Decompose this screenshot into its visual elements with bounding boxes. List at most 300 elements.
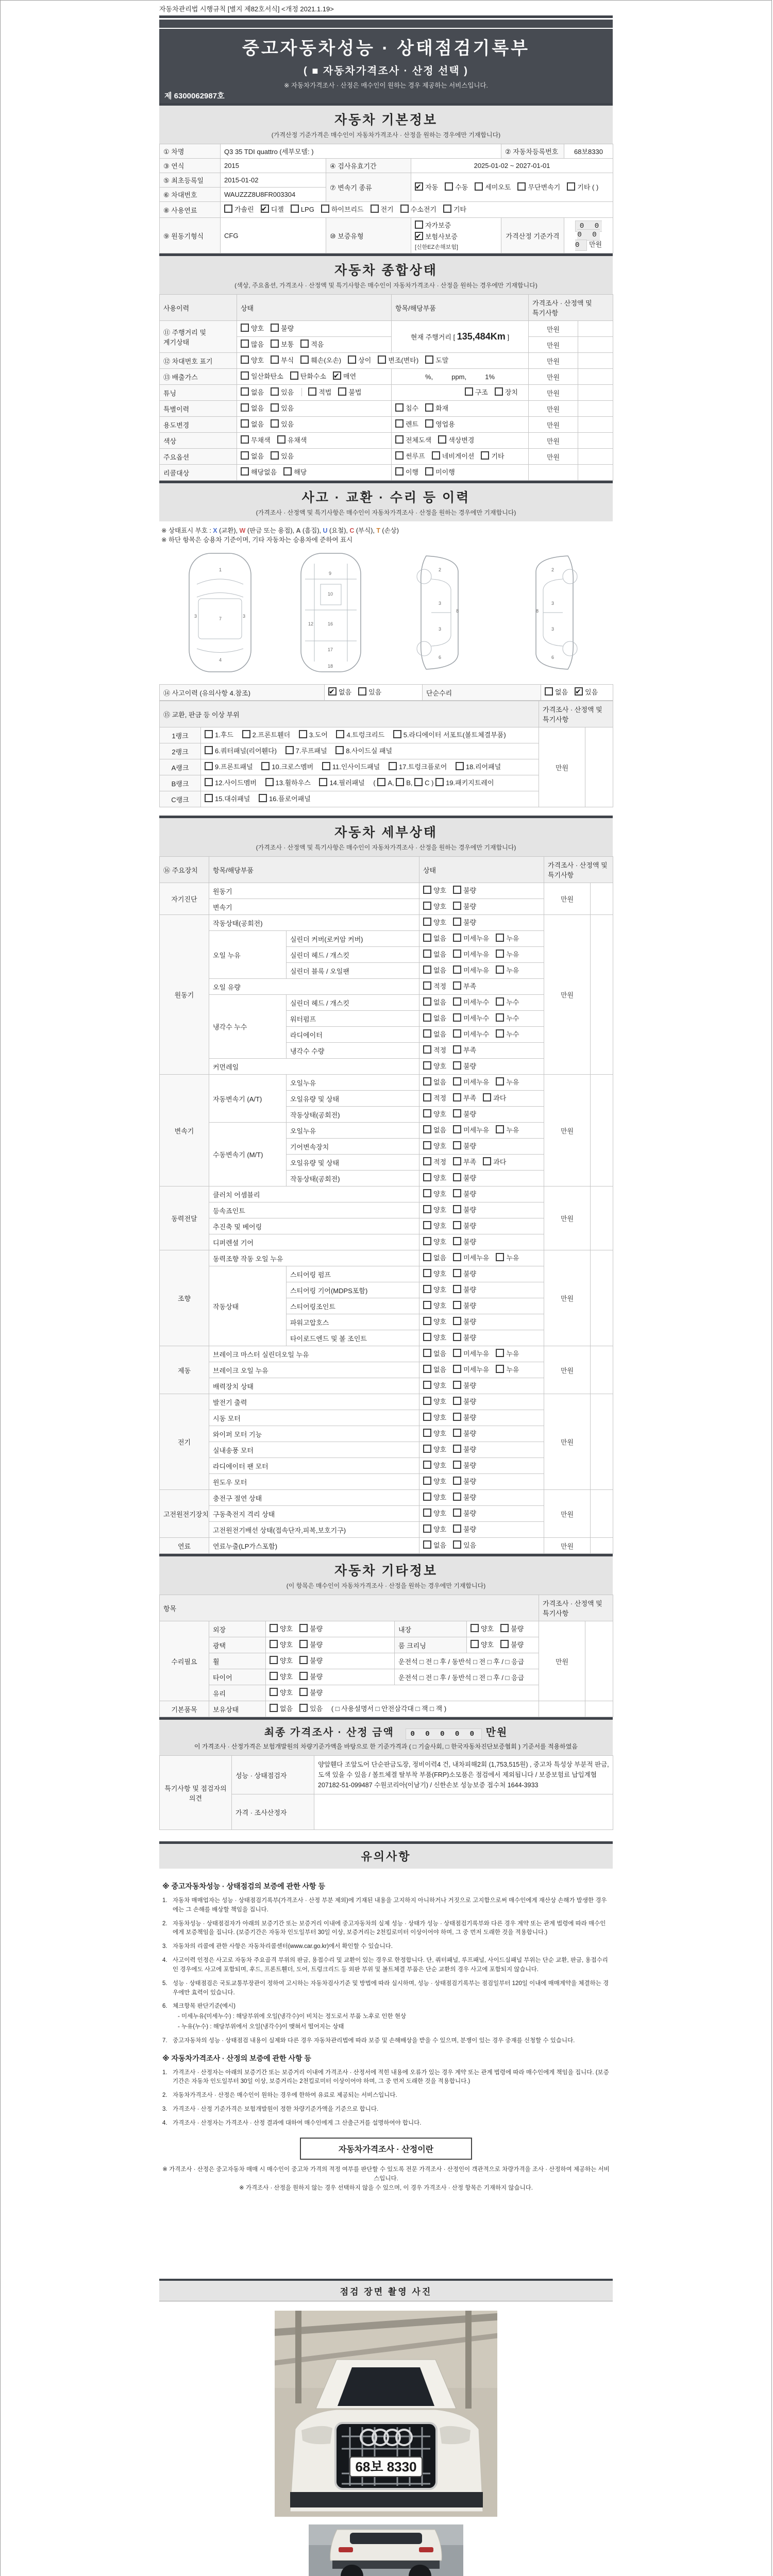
detail-state-options — [419, 1011, 544, 1027]
option-없음: 없음 — [423, 1077, 446, 1088]
checkbox[interactable] — [205, 762, 213, 770]
checkbox[interactable] — [453, 886, 461, 894]
checkbox[interactable] — [453, 1093, 461, 1101]
checkbox[interactable] — [271, 419, 279, 428]
option-매연: ✔ 매연 — [333, 371, 356, 382]
checkbox[interactable] — [423, 1397, 431, 1405]
appraiser-comment[interactable] — [314, 1794, 613, 1830]
option-양호: 양호 — [423, 1109, 446, 1120]
option-미세누유: 미세누유 — [453, 1252, 489, 1264]
checkbox[interactable] — [453, 1317, 461, 1325]
checkbox[interactable] — [423, 1285, 431, 1293]
price-note-cell[interactable] — [585, 1701, 613, 1717]
option-있음: 있음 — [271, 419, 294, 430]
checkbox[interactable] — [465, 387, 473, 396]
option-양호: 양호 — [241, 323, 264, 334]
checkbox[interactable] — [396, 778, 404, 786]
checkbox[interactable] — [299, 1624, 308, 1632]
checkbox[interactable] — [271, 403, 279, 412]
checkbox[interactable] — [389, 762, 397, 770]
checkbox[interactable] — [425, 403, 433, 412]
checkbox[interactable] — [453, 1029, 461, 1038]
checkbox[interactable] — [241, 387, 249, 396]
checkbox[interactable] — [242, 730, 250, 738]
checkbox[interactable] — [453, 1237, 461, 1245]
checkbox[interactable] — [423, 1237, 431, 1245]
checkbox[interactable] — [453, 1013, 461, 1022]
option-양호: 양호 — [423, 1205, 446, 1216]
price-note-cell[interactable] — [578, 449, 613, 465]
checkbox[interactable] — [517, 182, 526, 191]
checkbox[interactable] — [423, 902, 431, 910]
checkbox[interactable] — [300, 340, 309, 348]
checkbox[interactable] — [425, 467, 433, 476]
checkbox[interactable] — [453, 1509, 461, 1517]
option-불량: 불량 — [453, 917, 476, 928]
recall-label: 리콜대상 — [160, 465, 237, 481]
checkbox[interactable] — [453, 918, 461, 926]
checkbox[interactable] — [285, 746, 294, 754]
checkbox[interactable] — [271, 451, 279, 460]
checkbox[interactable] — [423, 1477, 431, 1485]
checkbox[interactable] — [423, 997, 431, 1006]
checkbox[interactable] — [453, 950, 461, 958]
checkbox[interactable] — [283, 467, 292, 476]
checkbox[interactable] — [495, 387, 503, 396]
inspector-comment: 양앞휀다 조앞도어 단순판금도장, 정비이력4 건, 내차피해2회 (1,753,515원) , 중고차 특성상 부분적 판금, 도색 있을 수 있음 / 볼트체결 탈부착 부품(FRP)소모품은 점검에서 제외됩니다 / 보증보험료 납입계협 207182-51-099487 수원코리아(이남기) / 신한손보 성능보증 접수처 1644-3933 — [314, 1756, 613, 1794]
panel-option-12: 12.사이드멤버 — [205, 777, 257, 789]
checkbox[interactable] — [453, 1397, 461, 1405]
checkbox[interactable] — [423, 918, 431, 926]
checkbox[interactable] — [423, 1013, 431, 1022]
state-symbol-note: ※ 상태표시 부호 : X (교환), W (판금 또는 용접), A (흠집), U (요철), C (부식), T (손상) — [161, 527, 399, 534]
checkbox[interactable] — [423, 1077, 431, 1086]
checkbox[interactable] — [423, 1141, 431, 1149]
checkbox[interactable] — [496, 1365, 504, 1373]
option-양호: 양호 — [270, 1671, 293, 1683]
definition-line: ※ 가격조사 · 산정을 원하지 않는 경우 선택하지 않을 수 있으며, 이 경우 가격조사 · 산정 항목은 기재하지 않습니다. — [239, 2185, 533, 2192]
checkbox[interactable] — [425, 419, 433, 428]
checkbox[interactable] — [453, 965, 461, 974]
car-diagram-right-side-view[interactable] — [506, 548, 599, 677]
price-note-cell[interactable] — [578, 369, 613, 385]
checkbox[interactable] — [270, 1704, 278, 1712]
rank-label: 1랭크 — [160, 727, 201, 743]
checkbox[interactable] — [395, 435, 404, 444]
price-note-cell[interactable] — [585, 1621, 613, 1701]
checkbox[interactable] — [270, 1656, 278, 1664]
checkbox[interactable] — [423, 1221, 431, 1229]
detail-state-options — [419, 1250, 544, 1266]
checkbox[interactable] — [453, 934, 461, 942]
mileage-label: ⑪ 주행거리 및 계기상태 — [160, 321, 237, 353]
option-많음: 많음 — [241, 339, 264, 350]
rank-label: A랭크 — [160, 759, 201, 775]
checkbox[interactable] — [423, 1381, 431, 1389]
checkbox[interactable] — [423, 1365, 431, 1373]
price-note-cell[interactable] — [591, 883, 613, 915]
checkbox[interactable] — [423, 1045, 431, 1054]
price-note-cell[interactable] — [591, 1346, 613, 1394]
checkbox[interactable] — [453, 1477, 461, 1485]
inspection-photo-front[interactable] — [275, 2311, 497, 2517]
option-불량: 불량 — [453, 1300, 476, 1312]
checkbox[interactable] — [496, 1349, 504, 1357]
checkbox[interactable] — [265, 778, 274, 786]
checkbox[interactable] — [423, 1349, 431, 1357]
option-양호: 양호 — [241, 355, 264, 366]
price-note-cell[interactable] — [578, 417, 613, 433]
checkbox[interactable] — [453, 1445, 461, 1453]
checkbox[interactable] — [453, 997, 461, 1006]
checkbox[interactable] — [358, 687, 366, 696]
checkbox[interactable] — [443, 205, 451, 213]
checkbox[interactable] — [423, 1429, 431, 1437]
checkbox[interactable] — [224, 205, 232, 213]
checkbox[interactable] — [241, 324, 249, 332]
checkbox[interactable] — [400, 205, 409, 213]
checkbox[interactable] — [333, 371, 341, 380]
checkbox[interactable] — [496, 934, 504, 942]
checkbox[interactable] — [395, 403, 404, 412]
checkbox[interactable] — [453, 1205, 461, 1213]
checkbox[interactable] — [348, 355, 356, 364]
checkbox[interactable] — [321, 205, 329, 213]
checkbox[interactable] — [453, 1461, 461, 1469]
section-overall-state — [159, 253, 613, 294]
checkbox[interactable] — [261, 205, 269, 213]
device-label: 변속기 — [160, 1075, 209, 1187]
checkbox[interactable] — [567, 182, 575, 191]
device-label: 동력전달 — [160, 1187, 209, 1250]
simple-repair-options — [541, 685, 613, 701]
checkbox[interactable] — [453, 1381, 461, 1389]
checkbox[interactable] — [336, 730, 344, 738]
checkbox[interactable] — [423, 1493, 431, 1501]
checkbox[interactable] — [500, 1640, 509, 1648]
checkbox[interactable] — [299, 1672, 308, 1680]
checkbox[interactable] — [414, 778, 423, 786]
checkbox[interactable] — [453, 1429, 461, 1437]
price-note-cell[interactable] — [578, 465, 613, 481]
checkbox[interactable] — [299, 1704, 308, 1712]
panel-option-8: 8.사이드실 패널 — [335, 745, 392, 757]
svg-text:16: 16 — [327, 621, 333, 626]
checkbox[interactable] — [371, 205, 379, 213]
checkbox[interactable] — [453, 1077, 461, 1086]
checkbox[interactable] — [481, 451, 489, 460]
price-note-cell[interactable] — [591, 1187, 613, 1250]
checkbox[interactable] — [453, 1109, 461, 1117]
checkbox[interactable] — [496, 1013, 504, 1022]
checkbox[interactable] — [423, 1445, 431, 1453]
checkbox[interactable] — [423, 1540, 431, 1549]
checkbox[interactable] — [453, 1413, 461, 1421]
accident-notes — [159, 521, 613, 545]
checkbox[interactable] — [423, 1317, 431, 1325]
checkbox[interactable] — [423, 1509, 431, 1517]
checkbox[interactable] — [205, 778, 213, 786]
detail-item-label: 타이로드엔드 및 볼 조인트 — [287, 1330, 419, 1346]
checkbox[interactable] — [423, 1524, 431, 1533]
checkbox[interactable] — [205, 746, 213, 754]
checkbox[interactable] — [241, 403, 249, 412]
option-누유: 누유 — [496, 965, 519, 976]
car-diagram-underbody-view[interactable] — [284, 548, 377, 677]
checkbox[interactable] — [453, 1141, 461, 1149]
checkbox[interactable] — [496, 1125, 504, 1133]
checkbox[interactable] — [395, 419, 404, 428]
checkbox[interactable] — [453, 902, 461, 910]
price-note-cell[interactable] — [578, 337, 613, 353]
checkbox[interactable] — [277, 435, 285, 444]
checkbox[interactable] — [261, 762, 270, 770]
checkbox[interactable] — [423, 1333, 431, 1341]
option-불량: 불량 — [299, 1671, 323, 1683]
checkbox[interactable] — [432, 451, 440, 460]
checkbox[interactable] — [423, 965, 431, 974]
car-name-value: Q3 35 TDI quattro (세부모델: ) — [221, 144, 501, 159]
checkbox[interactable] — [291, 205, 299, 213]
detail-item-label: 발전기 출력 — [209, 1394, 419, 1410]
checkbox[interactable] — [241, 435, 249, 444]
option-불량: 불량 — [453, 1189, 476, 1200]
checkbox[interactable] — [453, 1540, 461, 1549]
checkbox[interactable] — [395, 467, 404, 476]
price-note-cell[interactable] — [591, 1075, 613, 1187]
checkbox[interactable] — [205, 794, 213, 802]
checkbox[interactable] — [299, 1640, 308, 1648]
checkbox[interactable] — [453, 1221, 461, 1229]
checkbox[interactable] — [483, 1093, 491, 1101]
checkbox[interactable] — [453, 1253, 461, 1261]
mileage-value: 135,484Km — [457, 331, 506, 342]
checkbox[interactable] — [453, 1061, 461, 1070]
svg-text:1: 1 — [219, 567, 222, 572]
checkbox[interactable] — [308, 387, 316, 396]
panel-option-2: 2.프론트휀더 — [242, 730, 291, 741]
price-note-cell[interactable] — [578, 353, 613, 369]
checkbox[interactable] — [423, 1253, 431, 1261]
checkbox[interactable] — [300, 355, 309, 364]
checkbox[interactable] — [241, 451, 249, 460]
checkbox[interactable] — [378, 355, 386, 364]
polish-options — [266, 1637, 395, 1653]
exchange-label: ⑮ 교환, 판금 등 이상 부위 — [160, 701, 539, 727]
checkbox[interactable] — [470, 1640, 479, 1648]
notice-item: 7. 중고자동차의 성능 · 상태점검 내용이 실제와 다른 경우 자동차관리법에 따라 보증 및 손해배상을 받을 수 있으며, 분쟁이 있는 경우 중재를 신청할 수 있습니다. — [162, 2037, 575, 2044]
checkbox[interactable] — [453, 1493, 461, 1501]
checkbox[interactable] — [453, 1333, 461, 1341]
option-부족: 부족 — [453, 1157, 476, 1168]
notice-item: 6. 체크항목 판단기준(예시) - 미세누유(미세누수) : 해당부위에 오일(냉각수)이 비치는 정도로서 부품 노후로 인한 현상 - 누유(누수) : 해당부위에서 오일(냉각수)이 맺혀서 떨어지는 상태 — [162, 2002, 610, 2031]
checkbox[interactable] — [335, 746, 344, 754]
checkbox[interactable] — [453, 1189, 461, 1197]
checkbox[interactable] — [453, 1173, 461, 1181]
checkbox[interactable] — [575, 687, 583, 696]
option-없음: 없음 — [423, 1125, 446, 1136]
checkbox[interactable] — [453, 1365, 461, 1373]
price-note-cell[interactable] — [591, 1538, 613, 1554]
option-무단변속기: 무단변속기 — [517, 182, 560, 193]
checkbox[interactable] — [453, 1157, 461, 1165]
checkbox[interactable] — [423, 1205, 431, 1213]
checkbox[interactable] — [496, 1029, 504, 1038]
checkbox[interactable] — [377, 778, 385, 786]
price-note-cell[interactable] — [578, 321, 613, 337]
price-note-cell[interactable] — [591, 1394, 613, 1490]
checkbox[interactable] — [423, 1189, 431, 1197]
checkbox[interactable] — [271, 324, 279, 332]
detail-item-label: 실내송풍 모터 — [209, 1442, 419, 1458]
checkbox[interactable] — [423, 1269, 431, 1277]
checkbox[interactable] — [415, 182, 423, 191]
price-note-cell[interactable] — [578, 433, 613, 449]
device-label: 조향 — [160, 1250, 209, 1346]
price-note-cell[interactable] — [578, 385, 613, 401]
tire-label: 타이어 — [209, 1669, 266, 1685]
checkbox[interactable] — [270, 1672, 278, 1680]
checkbox[interactable] — [453, 1045, 461, 1054]
checkbox[interactable] — [299, 730, 307, 738]
checkbox[interactable] — [500, 1624, 509, 1632]
checkbox[interactable] — [475, 182, 483, 191]
checkbox[interactable] — [423, 950, 431, 958]
checkbox[interactable] — [496, 1253, 504, 1261]
checkbox[interactable] — [496, 965, 504, 974]
checkbox[interactable] — [290, 371, 298, 380]
checkbox[interactable] — [415, 221, 423, 229]
checkbox[interactable] — [438, 435, 446, 444]
col-state: 상태 — [237, 295, 392, 321]
checkbox[interactable] — [423, 1157, 431, 1165]
checkbox[interactable] — [270, 1624, 278, 1632]
option-있음: 있음 — [271, 403, 294, 414]
checkbox[interactable] — [545, 687, 553, 696]
option-불량: 불량 — [453, 1061, 476, 1072]
checkbox[interactable] — [271, 355, 279, 364]
checkbox[interactable] — [423, 981, 431, 990]
option-영업용: 영업용 — [425, 419, 455, 430]
checkbox[interactable] — [423, 1093, 431, 1101]
option-변조(변타): 변조(변타) — [378, 355, 418, 366]
checkbox[interactable] — [453, 1125, 461, 1133]
checkbox[interactable] — [270, 1640, 278, 1648]
price-note-cell[interactable] — [585, 727, 613, 807]
option-유채색: 유채색 — [277, 435, 307, 446]
checkbox[interactable] — [496, 997, 504, 1006]
wheel-options — [266, 1653, 395, 1669]
checkbox[interactable] — [423, 1109, 431, 1117]
checkbox[interactable] — [299, 1656, 308, 1664]
svg-text:12: 12 — [308, 621, 313, 626]
price-note-cell[interactable] — [591, 915, 613, 1075]
option-양호: 양호 — [423, 1236, 446, 1248]
fuel-label: ⑧ 사용연료 — [160, 202, 221, 218]
accident-history-options — [325, 685, 423, 701]
price-note-cell[interactable] — [591, 1490, 613, 1538]
checkbox[interactable] — [453, 1349, 461, 1357]
checkbox[interactable] — [241, 340, 249, 348]
option-도말: 도말 — [425, 355, 448, 366]
checkbox[interactable] — [319, 778, 327, 786]
option-전체도색: 전체도색 — [395, 435, 431, 446]
option-없음: 없음 — [423, 933, 446, 944]
checkbox[interactable] — [205, 730, 213, 738]
checkbox[interactable] — [456, 762, 464, 770]
checkbox[interactable] — [338, 387, 346, 396]
checkbox[interactable] — [470, 1624, 479, 1632]
checkbox[interactable] — [270, 1688, 278, 1696]
polish-label: 광택 — [209, 1637, 266, 1653]
checkbox[interactable] — [322, 762, 330, 770]
checkbox[interactable] — [241, 355, 249, 364]
panel-option-17: 17.트렁크플로어 — [389, 761, 447, 773]
first-reg-value: 2015-01-02 — [221, 173, 326, 188]
option-없음: 없음 — [423, 965, 446, 976]
checkbox[interactable] — [241, 419, 249, 428]
tuning-label: 튜닝 — [160, 385, 237, 401]
checkbox[interactable] — [241, 371, 249, 380]
checkbox[interactable] — [415, 232, 423, 240]
checkbox[interactable] — [423, 1125, 431, 1133]
checkbox[interactable] — [395, 451, 404, 460]
price-note-cell[interactable] — [591, 1250, 613, 1346]
car-diagram-top-view[interactable] — [174, 548, 266, 677]
notice-item: 2. 자동차성능 · 상태점검자가 아래의 보증기간 또는 보증거리 이내에 중고자동차의 실제 성능 · 상태가 성능 · 상태점검기록부와 다른 경우 계약 또는 관계 법령에 따라 매수인에게 보증책임을 집니다. (보증기간은 자동차 인도일부터 30일 이상, 보증거리는 2천킬로미터 이상이어야 하며, 그 중 먼저 도래한 것을 적용합니다.) — [162, 1920, 606, 1936]
checkbox[interactable] — [423, 1413, 431, 1421]
checkbox[interactable] — [271, 340, 279, 348]
checkbox[interactable] — [423, 1301, 431, 1309]
checkbox[interactable] — [496, 950, 504, 958]
checkbox[interactable] — [423, 886, 431, 894]
detail-state-options — [419, 1266, 544, 1282]
checkbox[interactable] — [435, 778, 444, 786]
checkbox[interactable] — [453, 1285, 461, 1293]
inspection-photo-rear[interactable] — [309, 2524, 463, 2576]
checkbox[interactable] — [425, 355, 433, 364]
checkbox[interactable] — [271, 387, 279, 396]
checkbox[interactable] — [299, 1688, 308, 1696]
price-unit — [529, 465, 578, 481]
option-양호: 양호 — [270, 1639, 293, 1651]
checkbox[interactable] — [453, 1301, 461, 1309]
checkbox[interactable] — [496, 1077, 504, 1086]
checkbox[interactable] — [453, 1269, 461, 1277]
detail-state-options — [419, 1538, 544, 1554]
checkbox[interactable] — [483, 1157, 491, 1165]
checkbox[interactable] — [445, 182, 453, 191]
checkbox[interactable] — [423, 1029, 431, 1038]
checkbox[interactable] — [423, 1173, 431, 1181]
checkbox[interactable] — [393, 730, 401, 738]
section-basic-title: 자동차 기본정보 — [334, 113, 438, 127]
option-양호: 양호 — [423, 1189, 446, 1200]
checkbox[interactable] — [241, 467, 249, 476]
checkbox[interactable] — [453, 1524, 461, 1533]
exchange-price-col: 가격조사 · 산정액 및 특기사항 — [539, 701, 613, 727]
checkbox[interactable] — [423, 1461, 431, 1469]
checkbox[interactable] — [259, 794, 267, 802]
photo-license-plate: 68보 8330 — [355, 2459, 417, 2475]
price-note-cell[interactable] — [578, 401, 613, 417]
checkbox[interactable] — [423, 1061, 431, 1070]
checkbox[interactable] — [423, 934, 431, 942]
car-diagram-left-side-view[interactable] — [395, 548, 488, 677]
basic-items-label: 기본품목 — [160, 1701, 209, 1717]
checkbox[interactable] — [453, 981, 461, 990]
checkbox[interactable] — [328, 687, 337, 696]
